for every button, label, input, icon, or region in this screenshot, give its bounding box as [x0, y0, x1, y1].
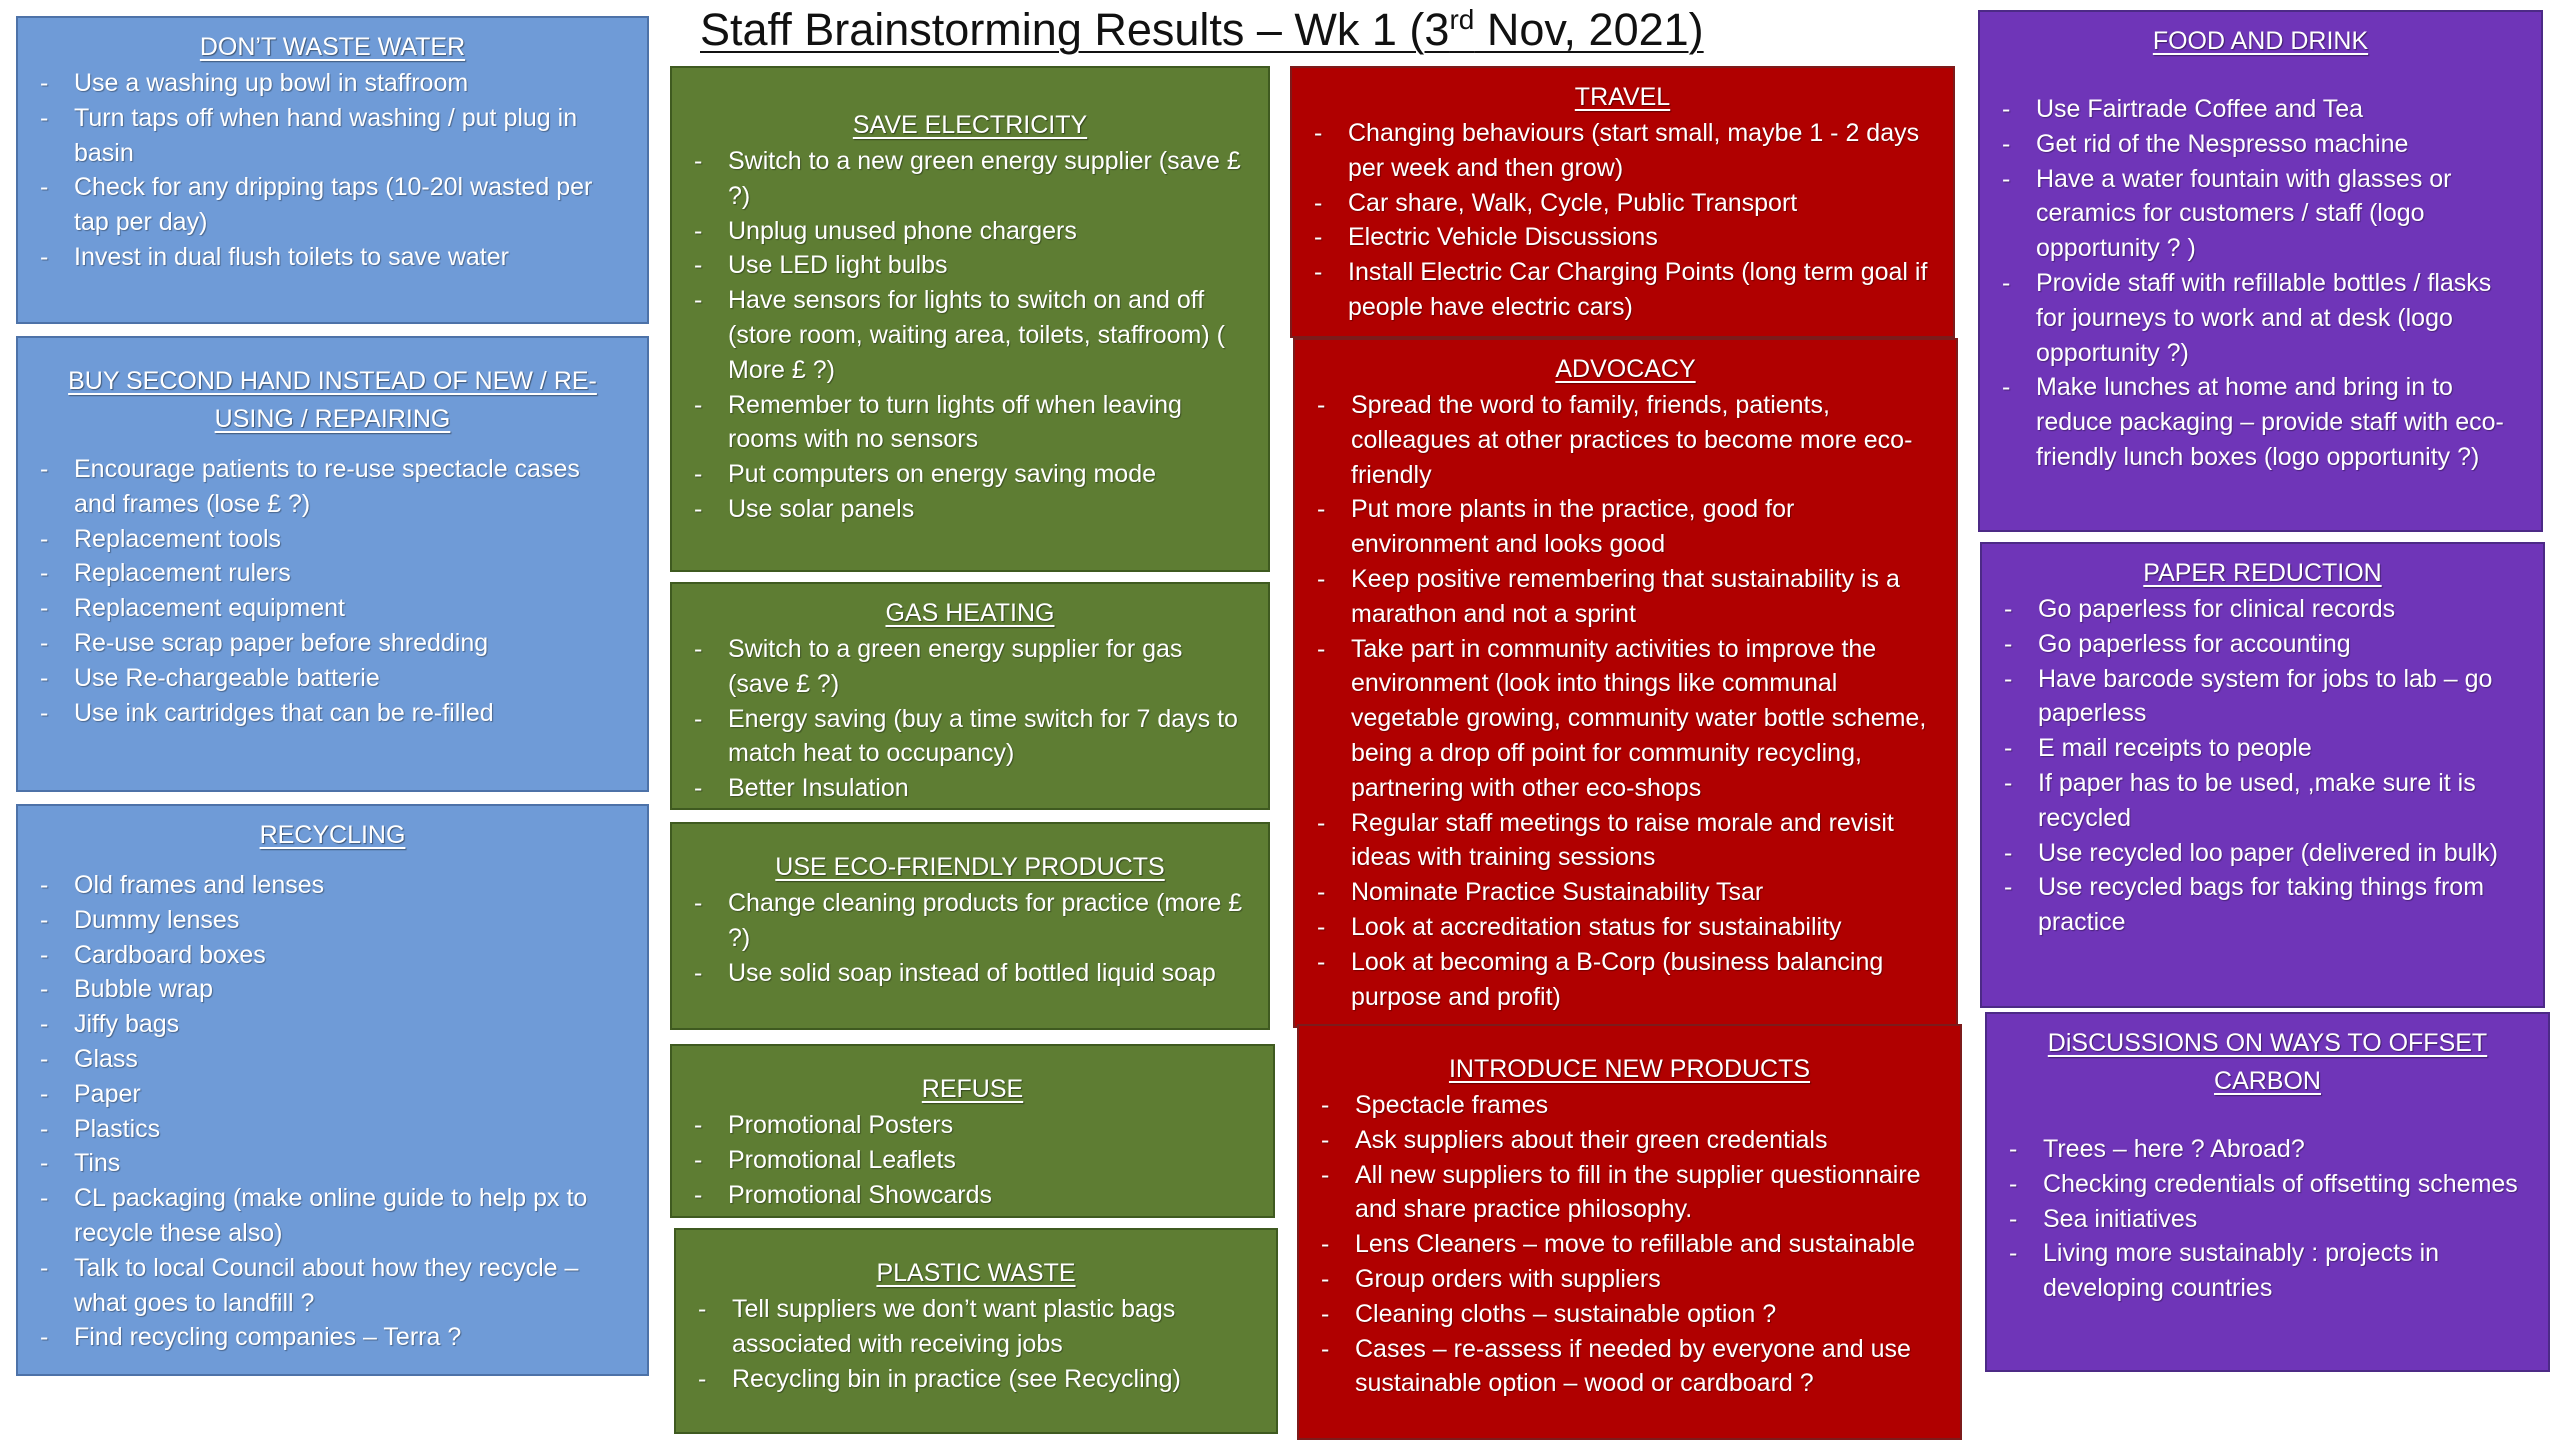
offset-item: - Sea initiatives — [2007, 1202, 2528, 1237]
recycling-item: - Glass — [38, 1042, 627, 1077]
products-item: - Lens Cleaners – move to refillable and sustainable — [1319, 1227, 1940, 1262]
travel-item: - Install Electric Car Charging Points (long term goal if people have electric cars) — [1312, 255, 1933, 325]
recycling-heading: RECYCLING — [259, 821, 406, 849]
advocacy-item: - Look at becoming a B-Corp (business balancing purpose and profit) — [1315, 945, 1936, 1015]
electricity-item: - Unplug unused phone chargers — [692, 214, 1248, 249]
food-box — [1978, 10, 2543, 532]
recycling-list — [38, 868, 627, 1355]
recycling-item: - Dummy lenses — [38, 903, 627, 938]
electricity-item: - Put computers on energy saving mode — [692, 457, 1248, 492]
secondhand-item: - Encourage patients to re-use spectacle cases and frames (lose £ ?) — [38, 452, 627, 522]
paper-item: - Go paperless for accounting — [2002, 627, 2523, 662]
advocacy-list — [1315, 388, 1936, 1014]
secondhand-item: - Replacement tools — [38, 522, 627, 557]
water-heading: DON’T WASTE WATER — [199, 33, 466, 61]
advocacy-box — [1293, 338, 1958, 1028]
products-item: - All new suppliers to fill in the supplier questionnaire and share practice philosophy. — [1319, 1158, 1940, 1228]
refuse-item: - Promotional Leaflets — [692, 1143, 1253, 1178]
offset-list — [2007, 1132, 2528, 1306]
paper-item: - Have barcode system for jobs to lab – go paperless — [2002, 662, 2523, 732]
products-item: - Group orders with suppliers — [1319, 1262, 1940, 1297]
travel-list — [1312, 116, 1933, 325]
plastic-heading: PLASTIC WASTE — [876, 1259, 1076, 1287]
secondhand-list — [38, 452, 627, 730]
gas-box — [670, 582, 1270, 810]
recycling-item: - Tins — [38, 1146, 627, 1181]
secondhand-heading: BUY SECOND HAND INSTEAD OF NEW / RE-USING / REPAIRING — [68, 367, 597, 433]
products-item: - Spectacle frames — [1319, 1088, 1940, 1123]
plastic-item: - Tell suppliers we don’t want plastic bags associated with receiving jobs — [696, 1292, 1256, 1362]
advocacy-item: - Regular staff meetings to raise morale and revisit ideas with training sessions — [1315, 806, 1936, 876]
electricity-item: - Switch to a new green energy supplier (save £ ?) — [692, 144, 1248, 214]
gas-heading: GAS HEATING — [885, 599, 1055, 627]
plastic-item: - Recycling bin in practice (see Recycling) — [696, 1362, 1256, 1397]
recycling-item: - Cardboard boxes — [38, 938, 627, 973]
advocacy-item: - Look at accreditation status for sustainability — [1315, 910, 1936, 945]
food-item: - Have a water fountain with glasses or ceramics for customers / staff (logo opportunity ? ) — [2000, 162, 2521, 266]
eco-item: - Change cleaning products for practice (more £ ?) — [692, 886, 1248, 956]
gas-item: - Energy saving (buy a time switch for 7 days to match heat to occupancy) — [692, 702, 1248, 772]
refuse-item: - Promotional Posters — [692, 1108, 1253, 1143]
offset-item: - Checking credentials of offsetting schemes — [2007, 1167, 2528, 1202]
offset-item: - Trees – here ? Abroad? — [2007, 1132, 2528, 1167]
paper-item: - Use recycled bags for taking things from practice — [2002, 870, 2523, 940]
refuse-item: - Promotional Showcards — [692, 1178, 1253, 1213]
refuse-box — [670, 1044, 1275, 1218]
eco-box — [670, 822, 1270, 1030]
advocacy-heading: ADVOCACY — [1555, 355, 1696, 383]
food-item: - Get rid of the Nespresso machine — [2000, 127, 2521, 162]
recycling-box — [16, 804, 649, 1376]
secondhand-item: - Use ink cartridges that can be re-filled — [38, 696, 627, 731]
electricity-item: - Use LED light bulbs — [692, 248, 1248, 283]
advocacy-item: - Spread the word to family, friends, patients, colleagues at other practices to become more eco-friendly — [1315, 388, 1936, 492]
electricity-list — [692, 144, 1248, 527]
recycling-item: - Jiffy bags — [38, 1007, 627, 1042]
paper-box — [1980, 542, 2545, 1008]
travel-item: - Changing behaviours (start small, maybe 1 - 2 days per week and then grow) — [1312, 116, 1933, 186]
food-list — [2000, 92, 2521, 475]
paper-list — [2002, 592, 2523, 940]
products-list — [1319, 1088, 1940, 1401]
recycling-item: - Talk to local Council about how they recycle – what goes to landfill ? — [38, 1251, 627, 1321]
water-item: - Use a washing up bowl in staffroom — [38, 66, 627, 101]
gas-list — [692, 632, 1248, 806]
offset-item: - Living more sustainably : projects in developing countries — [2007, 1236, 2528, 1306]
travel-item: - Electric Vehicle Discussions — [1312, 220, 1933, 255]
advocacy-item: - Keep positive remembering that sustainability is a marathon and not a sprint — [1315, 562, 1936, 632]
recycling-item: - Plastics — [38, 1112, 627, 1147]
food-item: - Use Fairtrade Coffee and Tea — [2000, 92, 2521, 127]
plastic-box — [674, 1228, 1278, 1434]
electricity-item: - Use solar panels — [692, 492, 1248, 527]
water-item: - Invest in dual flush toilets to save water — [38, 240, 627, 275]
advocacy-item: - Nominate Practice Sustainability Tsar — [1315, 875, 1936, 910]
products-heading: INTRODUCE NEW PRODUCTS — [1448, 1055, 1811, 1083]
eco-heading: USE ECO-FRIENDLY PRODUCTS — [775, 853, 1165, 881]
products-item: - Ask suppliers about their green credentials — [1319, 1123, 1940, 1158]
water-item: - Turn taps off when hand washing / put plug in basin — [38, 101, 627, 171]
paper-item: - Use recycled loo paper (delivered in bulk) — [2002, 836, 2523, 871]
gas-item: - Switch to a green energy supplier for gas (save £ ?) — [692, 632, 1248, 702]
products-box — [1297, 1024, 1962, 1440]
recycling-item: - Find recycling companies – Terra ? — [38, 1320, 627, 1355]
food-heading: FOOD AND DRINK — [2152, 27, 2369, 55]
secondhand-item: - Use Re-chargeable batterie — [38, 661, 627, 696]
food-item: - Provide staff with refillable bottles / flasks for journeys to work and at desk (logo opportunity ?) — [2000, 266, 2521, 370]
recycling-item: - Old frames and lenses — [38, 868, 627, 903]
paper-item: - Go paperless for clinical records — [2002, 592, 2523, 627]
electricity-item: - Remember to turn lights off when leaving rooms with no sensors — [692, 388, 1248, 458]
recycling-item: - CL packaging (make online guide to help px to recycle these also) — [38, 1181, 627, 1251]
recycling-item: - Paper — [38, 1077, 627, 1112]
plastic-list — [696, 1292, 1256, 1396]
offset-heading: DiSCUSSIONS ON WAYS TO OFFSET CARBON — [2047, 1029, 2488, 1095]
electricity-box — [670, 66, 1270, 572]
eco-list — [692, 886, 1248, 990]
paper-heading: PAPER REDUCTION — [2143, 559, 2382, 587]
electricity-item: - Have sensors for lights to switch on and off (store room, waiting area, toilets, staffroom) ( More £ ?) — [692, 283, 1248, 387]
food-item: - Make lunches at home and bring in to reduce packaging – provide staff with eco-friendly lunch boxes (logo opportunity ?) — [2000, 370, 2521, 474]
refuse-list — [692, 1108, 1253, 1212]
electricity-heading: SAVE ELECTRICITY — [852, 111, 1088, 139]
advocacy-item: - Take part in community activities to improve the environment (look into things like communal vegetable growing, community water bottle scheme, being a drop off point for community recycling, partnering with other eco-shops — [1315, 632, 1936, 806]
secondhand-item: - Replacement equipment — [38, 591, 627, 626]
gas-item: - Better Insulation — [692, 771, 1248, 806]
advocacy-item: - Put more plants in the practice, good for environment and looks good — [1315, 492, 1936, 562]
travel-item: - Car share, Walk, Cycle, Public Transport — [1312, 186, 1933, 221]
secondhand-item: - Replacement rulers — [38, 556, 627, 591]
water-list — [38, 66, 627, 275]
travel-box — [1290, 66, 1955, 338]
water-item: - Check for any dripping taps (10-20l wasted per tap per day) — [38, 170, 627, 240]
secondhand-box — [16, 336, 649, 792]
products-item: - Cleaning cloths – sustainable option ? — [1319, 1297, 1940, 1332]
page-title: Staff Brainstorming Results – Wk 1 (3rd Nov, 2021) — [700, 4, 1704, 55]
paper-item: - E mail receipts to people — [2002, 731, 2523, 766]
recycling-item: - Bubble wrap — [38, 972, 627, 1007]
travel-heading: TRAVEL — [1574, 83, 1671, 111]
paper-item: - If paper has to be used, ,make sure it is recycled — [2002, 766, 2523, 836]
water-box — [16, 16, 649, 324]
products-item: - Cases – re-assess if needed by everyone and use sustainable option – wood or cardboard ? — [1319, 1332, 1940, 1402]
secondhand-item: - Re-use scrap paper before shredding — [38, 626, 627, 661]
eco-item: - Use solid soap instead of bottled liquid soap — [692, 956, 1248, 991]
offset-box — [1985, 1012, 2550, 1372]
refuse-heading: REFUSE — [921, 1075, 1024, 1103]
